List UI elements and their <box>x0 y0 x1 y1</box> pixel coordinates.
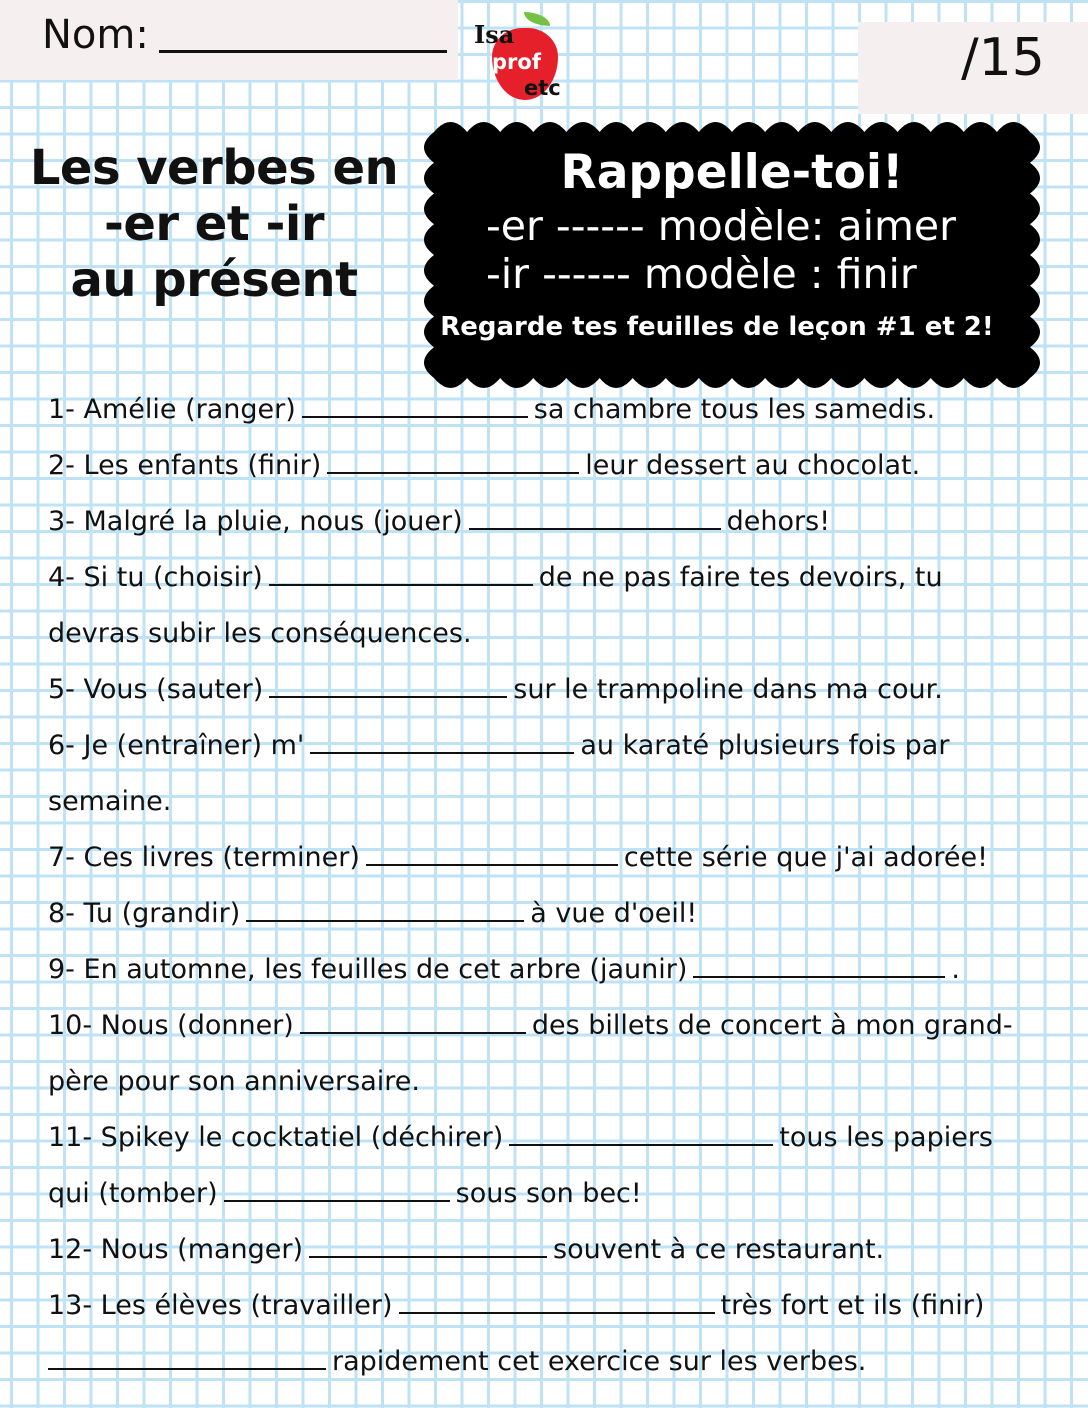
exercise-prompt: 1- Amélie (ranger) <box>48 394 296 425</box>
answer-blank[interactable] <box>302 390 528 418</box>
reminder-ir-line: -ir ------ modèle : finir <box>486 250 917 298</box>
exercise-line <box>48 830 1078 886</box>
exercise-prompt: 3- Malgré la pluie, nous (jouer) <box>48 506 463 537</box>
exercise-line <box>48 942 1078 998</box>
exercise-line <box>48 1110 1078 1166</box>
exercise-prompt: 6- Je (entraîner) m' <box>48 730 305 761</box>
name-label: Nom: <box>42 12 149 58</box>
exercise-continuation: souvent à ce restaurant. <box>553 1234 885 1265</box>
exercise-line <box>48 550 1078 606</box>
reminder-er-line: -er ------ modèle: aimer <box>486 202 956 250</box>
exercise-prompt: 2- Les enfants (finir) <box>48 450 322 481</box>
answer-blank[interactable] <box>246 894 524 922</box>
title-line-2: -er et -ir <box>103 196 325 252</box>
answer-blank[interactable] <box>269 558 533 586</box>
exercise-line <box>48 1334 1078 1390</box>
exercise-line <box>48 1166 1078 1222</box>
exercise-continuation: leur dessert au chocolat. <box>585 450 921 481</box>
exercise-continuation: sa chambre tous les samedis. <box>533 394 936 425</box>
exercise-line <box>48 662 1078 718</box>
answer-blank[interactable] <box>693 950 945 978</box>
answer-blank[interactable] <box>300 1006 526 1034</box>
exercise-line <box>48 998 1078 1054</box>
score-box <box>858 22 1088 114</box>
answer-blank[interactable] <box>469 502 721 530</box>
isaprofetc-logo <box>470 8 580 102</box>
answer-blank[interactable] <box>399 1286 715 1314</box>
exercise-line <box>48 606 1078 662</box>
exercise-line <box>48 718 1078 774</box>
exercise-prompt: 7- Ces livres (terminer) <box>48 842 360 873</box>
exercise-continuation: très fort et ils (finir) <box>720 1290 985 1321</box>
exercise-continuation: . <box>951 954 960 985</box>
exercise-prompt: 9- En automne, les feuilles de cet arbre (jaunir) <box>48 954 688 985</box>
exercise-continuation: des billets de concert à mon grand- <box>531 1010 1013 1041</box>
logo-text-etc: etc <box>524 76 561 100</box>
exercise-continuation: dehors! <box>726 506 831 537</box>
exercise-continuation: cette série que j'ai adorée! <box>623 842 988 873</box>
exercise-prompt: 5- Vous (sauter) <box>48 674 264 705</box>
exercise-line <box>48 774 1078 830</box>
exercise-continuation: sur le trampoline dans ma cour. <box>513 674 943 705</box>
reminder-box <box>416 114 1048 396</box>
reminder-note: Regarde tes feuilles de leçon #1 et 2! <box>440 312 994 342</box>
answer-blank[interactable] <box>48 1342 326 1370</box>
exercise-line <box>48 1222 1078 1278</box>
logo-text-prof: prof <box>492 50 541 74</box>
exercise-prompt: qui (tomber) <box>48 1178 218 1209</box>
score-text: /15 <box>961 28 1045 88</box>
reminder-title: Rappelle-toi! <box>560 145 904 200</box>
logo-text-isa: Isa <box>474 20 515 49</box>
answer-blank[interactable] <box>309 1230 547 1258</box>
exercise-prompt: 11- Spikey le cocktatiel (déchirer) <box>48 1122 504 1153</box>
exercise-continuation: rapidement cet exercice sur les verbes. <box>332 1346 867 1377</box>
exercise-prompt: 10- Nous (donner) <box>48 1010 294 1041</box>
answer-blank[interactable] <box>509 1118 773 1146</box>
exercise-continuation: de ne pas faire tes devoirs, tu <box>538 562 943 593</box>
exercise-prompt: 13- Les élèves (travailler) <box>48 1290 393 1321</box>
answer-blank[interactable] <box>327 446 579 474</box>
leaf-icon <box>524 12 550 26</box>
answer-blank[interactable] <box>224 1174 450 1202</box>
exercise-text: devras subir les conséquences. <box>48 618 472 649</box>
exercise-prompt: 8- Tu (grandir) <box>48 898 241 929</box>
exercise-continuation: tous les papiers <box>779 1122 993 1153</box>
exercise-line <box>48 886 1078 942</box>
exercise-continuation: au karaté plusieurs fois par <box>580 730 950 761</box>
worksheet-title <box>18 140 410 308</box>
exercise-text: semaine. <box>48 786 172 817</box>
title-line-3: au présent <box>70 252 358 308</box>
answer-blank[interactable] <box>310 726 574 754</box>
name-field-area <box>0 0 458 80</box>
exercise-line <box>48 1278 1078 1334</box>
exercise-line <box>48 494 1078 550</box>
exercise-list <box>48 382 1078 1390</box>
title-line-1: Les verbes en <box>29 140 399 196</box>
exercise-line <box>48 382 1078 438</box>
answer-blank[interactable] <box>366 838 618 866</box>
answer-blank[interactable] <box>269 670 507 698</box>
name-blank-line <box>159 12 447 53</box>
exercise-text: père pour son anniversaire. <box>48 1066 420 1097</box>
exercise-continuation: sous son bec! <box>455 1178 642 1209</box>
exercise-continuation: à vue d'oeil! <box>530 898 698 929</box>
exercise-line <box>48 438 1078 494</box>
exercise-line <box>48 1054 1078 1110</box>
exercise-prompt: 4- Si tu (choisir) <box>48 562 263 593</box>
exercise-prompt: 12- Nous (manger) <box>48 1234 304 1265</box>
